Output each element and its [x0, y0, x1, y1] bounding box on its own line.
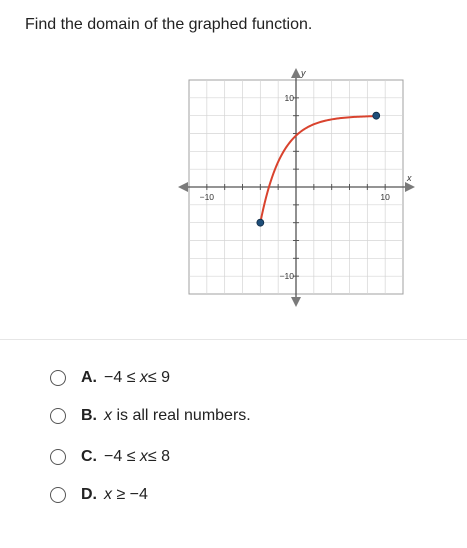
y-tick-label-10: 10	[284, 92, 294, 103]
choice-c[interactable]	[50, 445, 170, 469]
y-tick-label-neg10: −10	[279, 271, 294, 282]
graph-svg	[178, 68, 418, 308]
choice-text	[104, 448, 170, 466]
choice-text-part: is all real numbers.	[112, 407, 251, 424]
question-text: Find the domain of the graphed function.	[25, 16, 313, 33]
choice-b[interactable]	[50, 404, 251, 428]
choice-letter: D.	[81, 486, 97, 503]
choice-letter: B.	[81, 407, 97, 424]
choice-text-part: −4 ≤	[104, 448, 140, 465]
radio-icon[interactable]	[50, 408, 66, 424]
y-axis-label: y	[301, 68, 306, 78]
choice-text	[104, 486, 148, 504]
choice-text-part: ≤ 8	[147, 448, 171, 465]
divider	[0, 339, 467, 340]
function-graph	[178, 68, 418, 313]
radio-icon[interactable]	[50, 487, 66, 503]
x-tick-label-10: 10	[380, 192, 390, 202]
y-axis-arrow-up	[291, 68, 301, 78]
choice-text-var: x	[104, 407, 112, 424]
choice-letter: C.	[81, 448, 97, 465]
y-axis-arrow-down	[291, 297, 301, 307]
choice-text	[104, 369, 170, 387]
choice-text-var: x	[139, 448, 148, 465]
choice-a[interactable]	[50, 366, 170, 390]
choice-text	[104, 407, 251, 425]
choice-text-var: x	[139, 369, 148, 386]
choice-text-var: x	[104, 486, 112, 503]
radio-icon[interactable]	[50, 370, 66, 386]
choice-text-part: ≥ −4	[112, 486, 148, 503]
choice-text-part: −4 ≤	[104, 369, 140, 386]
choice-letter: A.	[81, 369, 97, 386]
curve-end-point	[373, 112, 380, 119]
curve-start-point	[257, 219, 264, 226]
radio-icon[interactable]	[50, 449, 66, 465]
x-axis-label: x	[407, 173, 412, 183]
x-axis-arrow-left	[178, 182, 188, 192]
x-tick-label-neg10: −10	[199, 192, 215, 202]
x-axis-arrow-right	[405, 182, 415, 192]
choice-d[interactable]	[50, 483, 148, 507]
choice-text-part: ≤ 9	[147, 369, 171, 386]
